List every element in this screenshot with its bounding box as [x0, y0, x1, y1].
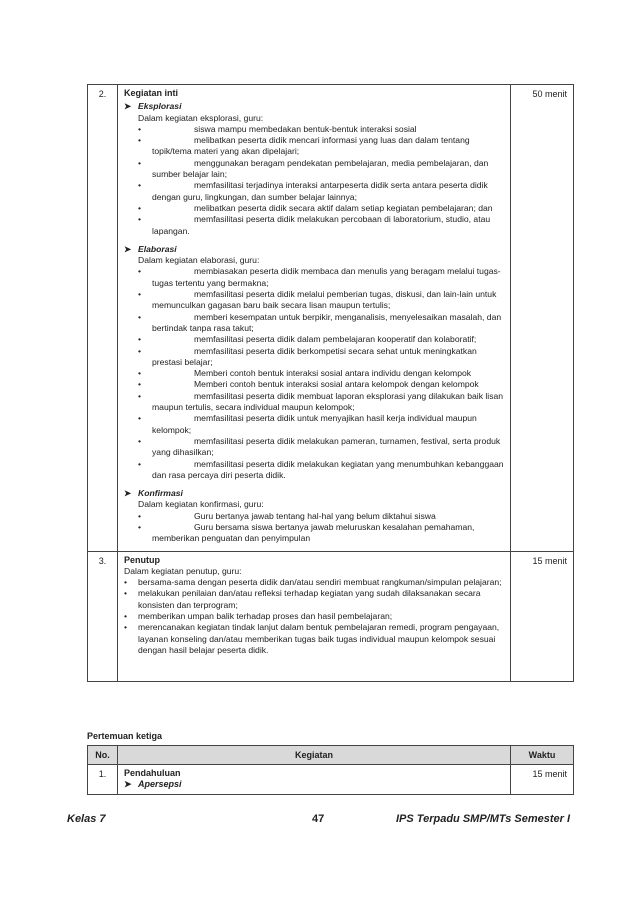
row-number: 2.: [88, 85, 118, 551]
bullet-icon: •: [124, 588, 128, 599]
row-content: [118, 85, 511, 551]
bullet-icon: •: [138, 334, 142, 345]
bullet-icon: •: [138, 390, 142, 401]
header-no: No.: [88, 746, 118, 764]
list-item: • Memberi contoh bentuk interaksi sosial antara individu dengan kelompok: [138, 368, 472, 379]
table-header: [88, 746, 573, 765]
row-time: 15 menit: [532, 555, 567, 566]
bullet-icon: •: [138, 379, 142, 390]
list-item: • memberikan umpan balik terhadap proses dan hasil pembelajaran;: [124, 611, 393, 622]
bullet-icon: •: [138, 510, 142, 521]
list-item: • Memberi contoh bentuk interaksi sosial antara kelompok dengan kelompok: [138, 379, 479, 390]
row-title: Pendahuluan: [124, 768, 181, 778]
subsection-heading: Elaborasi: [138, 243, 177, 254]
list-item: • siswa mampu membedakan bentuk-bentuk interaksi sosial: [138, 123, 417, 134]
list-item: • memfasilitasi peserta didik membuat laporan eksplorasi yang dilakukan baik lisan maupun tertulis, secara individual maupun kelompok;: [138, 390, 504, 413]
subsection-eksplorasi: [124, 101, 505, 237]
bullet-icon: •: [138, 368, 142, 379]
bullet-icon: •: [138, 311, 142, 322]
list-item: • memfasilitasi peserta didik dalam pembelajaran kooperatif dan kolaboratif;: [138, 334, 477, 345]
bullet-icon: •: [138, 157, 142, 168]
subsection-heading: Apersepsi: [138, 779, 182, 789]
activity-table: [87, 84, 574, 682]
bullet-icon: •: [138, 202, 142, 213]
subsection-intro: Dalam kegiatan konfirmasi, guru:: [138, 499, 264, 510]
bullet-icon: •: [138, 458, 142, 469]
arrow-bullet-icon: ➤: [124, 101, 132, 112]
list-item: • memfasilitasi peserta didik berkompetisi secara sehat untuk meningkatkan prestasi belajar;: [138, 345, 477, 367]
footer-class: Kelas 7: [67, 813, 106, 825]
list-item: • memfasilitasi terjadinya interaksi antarpeserta didik serta antara peserta didik dengan guru, lingkungan, dan sumber belajar lainnya;: [138, 180, 488, 202]
subsection-elaborasi: [124, 244, 505, 481]
activity-table-2: [87, 745, 574, 795]
row-time: 50 menit: [532, 89, 567, 99]
bullet-icon: •: [138, 289, 142, 300]
list-item: • Guru bersama siswa bertanya jawab meluruskan kesalahan pemahaman, memberikan penguatan dan penyimpulan: [138, 521, 475, 544]
bullet-icon: •: [138, 214, 142, 225]
list-item: • melakukan penilaian dan/atau refleksi terhadap kegiatan yang sudah dilaksanakan secara konsisten dan terprogram;: [124, 588, 481, 610]
row-number: 1.: [88, 765, 118, 794]
list-item: • melibatkan peserta didik mencari informasi yang luas dan dalam tentang topik/tema materi yang akan dipelajari;: [138, 135, 470, 157]
list-item: • merencanakan kegiatan tindak lanjut dalam bentuk pembelajaran remedi, program pengayaan, layanan konseling dan/atau memberikan tugas baik tugas individual maupun kelompok sesuai dengan hasil belajar peserta didik.: [124, 622, 500, 655]
bullet-icon: •: [138, 521, 142, 532]
list-item: • memfasilitasi peserta didik untuk menyajikan hasil kerja individual maupun kelompok;: [138, 413, 477, 435]
list-item: • membiasakan peserta didik membaca dan menulis yang beragam melalui tugas-tugas tertentu yang bermakna;: [138, 266, 501, 288]
list-item: • memfasilitasi peserta didik melalui pemberian tugas, diskusi, dan lain-lain untuk memunculkan gagasan baru baik secara lisan maupun tertulis;: [138, 289, 497, 311]
bullet-icon: •: [138, 345, 142, 356]
subsection-heading: Konfirmasi: [138, 488, 183, 499]
bullet-icon: •: [124, 622, 128, 633]
header-kegiatan: Kegiatan: [118, 746, 511, 764]
bullet-icon: •: [138, 266, 142, 277]
list-item: • melibatkan peserta didik secara aktif dalam setiap kegiatan pembelajaran; dan: [138, 202, 493, 213]
bullet-icon: •: [124, 611, 128, 622]
bullet-icon: •: [138, 435, 142, 446]
section-heading: Pertemuan ketiga: [87, 731, 163, 741]
bullet-icon: •: [138, 123, 142, 134]
page-number: 47: [312, 813, 325, 825]
list-item: • Guru bertanya jawab tentang hal-hal yang belum diktahui siswa: [138, 510, 436, 521]
subsection-intro: Dalam kegiatan eksplorasi, guru:: [138, 112, 264, 123]
row-content: [118, 552, 511, 681]
table-row: [88, 85, 573, 551]
bullet-icon: •: [138, 135, 142, 146]
bullet-icon: •: [124, 577, 128, 588]
row-title: Kegiatan inti: [124, 88, 179, 98]
table-row: [88, 765, 573, 794]
arrow-bullet-icon: ➤: [124, 779, 132, 789]
subsection-konfirmasi: [124, 488, 505, 544]
header-waktu: Waktu: [528, 750, 556, 760]
row-time: 15 menit: [532, 769, 567, 779]
list-item: • memfasilitasi peserta didik melakukan percobaan di laboratorium, studio, atau lapangan.: [138, 214, 491, 236]
arrow-bullet-icon: ➤: [124, 243, 132, 254]
bullet-icon: •: [138, 413, 142, 424]
list-item: • bersama-sama dengan peserta didik dan/atau sendiri membuat rangkuman/simpulan pelajaran;: [124, 577, 502, 588]
subsection-intro: Dalam kegiatan elaborasi, guru:: [138, 255, 260, 266]
list-item: • memfasilitasi peserta didik melakukan pameran, turnamen, festival, serta produk yang dihasilkan;: [138, 435, 501, 458]
row-content: [118, 765, 511, 794]
arrow-bullet-icon: ➤: [124, 488, 132, 499]
subsection-heading: Eksplorasi: [138, 101, 182, 112]
bullet-icon: •: [138, 180, 142, 191]
list-item: • memberi kesempatan untuk berpikir, menganalisis, menyelesaikan masalah, dan bertindak tanpa rasa takut;: [138, 311, 502, 333]
list-item: • menggunakan beragam pendekatan pembelajaran, media pembelajaran, dan sumber belajar lain;: [138, 157, 489, 180]
table-row: [88, 551, 573, 681]
row-intro: Dalam kegiatan penutup, guru:: [124, 565, 242, 576]
footer-title: IPS Terpadu SMP/MTs Semester I: [396, 813, 571, 825]
list-item: • memfasilitasi peserta didik melakukan kegiatan yang menumbuhkan kebanggaan dan rasa percaya diri peserta didik.: [138, 458, 504, 480]
row-title: Penutup: [124, 554, 160, 565]
row-number: 3.: [88, 552, 118, 681]
